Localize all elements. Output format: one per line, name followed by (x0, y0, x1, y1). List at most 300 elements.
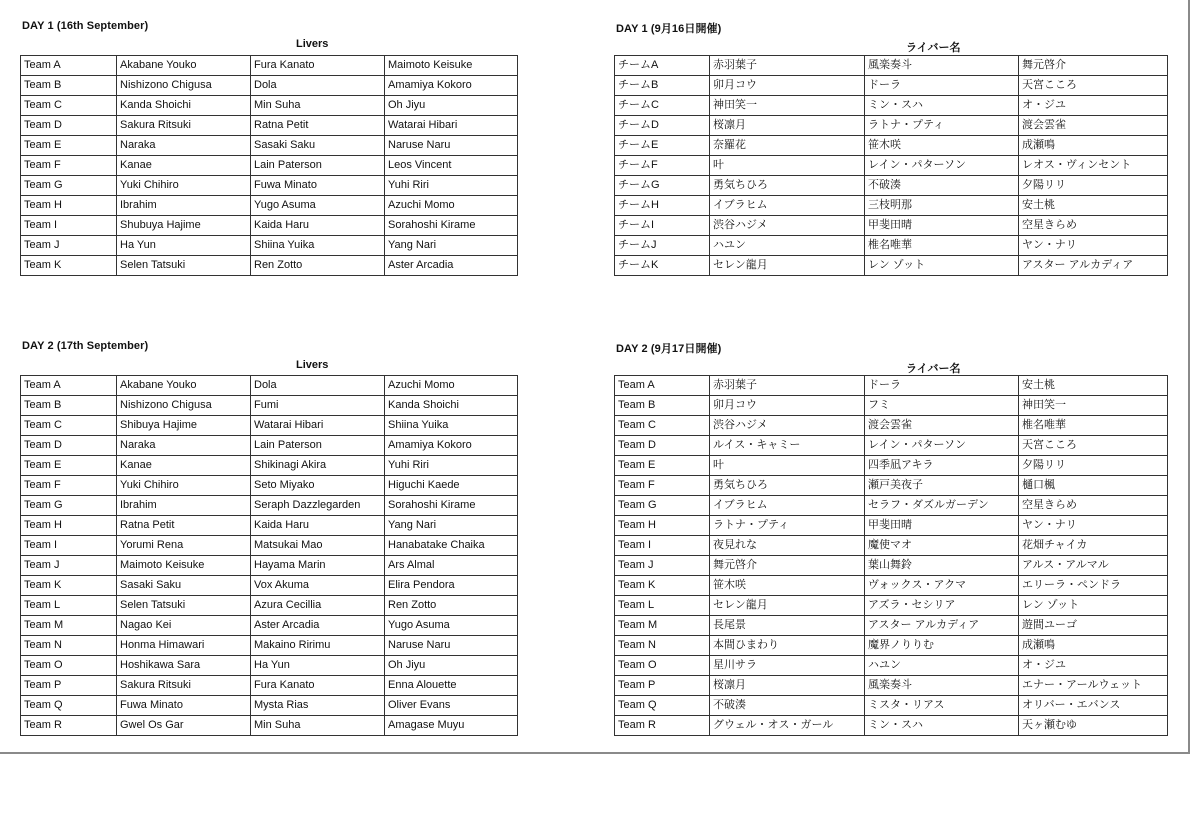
table-row (21, 616, 518, 636)
member-3-cell: ヤン・ナリ (1019, 236, 1168, 256)
member-1-cell: Kanae (117, 456, 251, 476)
member-1-cell: Nishizono Chigusa (117, 76, 251, 96)
member-2-cell: Azura Cecillia (251, 596, 385, 616)
table-row (21, 176, 518, 196)
table-row (21, 456, 518, 476)
team-cell: Team L (21, 596, 117, 616)
member-3-cell: エリーラ・ペンドラ (1019, 576, 1168, 596)
member-2-cell: Makaino Ririmu (251, 636, 385, 656)
team-cell: Team E (21, 456, 117, 476)
table-row (21, 216, 518, 236)
member-2-cell: 魔使マオ (865, 536, 1019, 556)
team-cell: チームA (615, 56, 710, 76)
team-cell: チームG (615, 176, 710, 196)
member-3-cell: 花畑チャイカ (1019, 536, 1168, 556)
table-row (21, 436, 518, 456)
member-2-cell: ドーラ (865, 76, 1019, 96)
member-3-cell: オ・ジユ (1019, 656, 1168, 676)
member-1-cell: 桜凛月 (710, 676, 865, 696)
team-cell: チームK (615, 256, 710, 276)
member-1-cell: 舞元啓介 (710, 556, 865, 576)
member-2-cell: Aster Arcadia (251, 616, 385, 636)
member-2-cell: Sasaki Saku (251, 136, 385, 156)
member-2-cell: 風楽奏斗 (865, 676, 1019, 696)
member-2-cell: Fumi (251, 396, 385, 416)
team-cell: Team Q (615, 696, 710, 716)
team-cell: Team B (21, 76, 117, 96)
member-2-cell: Dola (251, 76, 385, 96)
member-2-cell: レイン・パターソン (865, 436, 1019, 456)
member-2-cell: 瀬戸美夜子 (865, 476, 1019, 496)
member-3-cell: アスター アルカディア (1019, 256, 1168, 276)
member-2-cell: Kaida Haru (251, 216, 385, 236)
member-1-cell: Honma Himawari (117, 636, 251, 656)
member-2-cell: Matsukai Mao (251, 536, 385, 556)
member-1-cell: イブラヒム (710, 496, 865, 516)
member-1-cell: 奈羅花 (710, 136, 865, 156)
member-1-cell: 桜凛月 (710, 116, 865, 136)
member-1-cell: Ibrahim (117, 496, 251, 516)
team-cell: Team P (21, 676, 117, 696)
member-2-cell: レン ゾット (865, 256, 1019, 276)
member-1-cell: Maimoto Keisuke (117, 556, 251, 576)
member-3-cell: 成瀬鳴 (1019, 636, 1168, 656)
table-row (21, 256, 518, 276)
member-3-cell: Yuhi Riri (385, 176, 518, 196)
member-1-cell: Selen Tatsuki (117, 256, 251, 276)
team-cell: Team R (615, 716, 710, 736)
member-3-cell: Amamiya Kokoro (385, 436, 518, 456)
member-3-cell: Naruse Naru (385, 636, 518, 656)
member-1-cell: Fuwa Minato (117, 696, 251, 716)
team-cell: Team D (21, 116, 117, 136)
team-cell: Team E (615, 456, 710, 476)
member-2-cell: 甲斐田晴 (865, 216, 1019, 236)
member-2-cell: ラトナ・プティ (865, 116, 1019, 136)
member-3-cell: 空星きらめ (1019, 496, 1168, 516)
member-3-cell: オリバー・エバンス (1019, 696, 1168, 716)
team-cell: Team I (615, 536, 710, 556)
team-cell: Team G (21, 176, 117, 196)
member-3-cell: 遊間ユーゴ (1019, 616, 1168, 636)
member-2-cell: Ren Zotto (251, 256, 385, 276)
team-cell: Team C (615, 416, 710, 436)
table-row (615, 136, 1168, 156)
table-row (615, 516, 1168, 536)
table-row (615, 96, 1168, 116)
member-2-cell: Ratna Petit (251, 116, 385, 136)
member-2-cell: 魔界ノりりむ (865, 636, 1019, 656)
table-row (615, 596, 1168, 616)
member-2-cell: Lain Paterson (251, 436, 385, 456)
member-1-cell: Yuki Chihiro (117, 476, 251, 496)
member-1-cell: 不破湊 (710, 696, 865, 716)
member-1-cell: 長尾景 (710, 616, 865, 636)
table-row (21, 656, 518, 676)
member-1-cell: Kanae (117, 156, 251, 176)
member-3-cell: Enna Alouette (385, 676, 518, 696)
member-2-cell: ヴォックス・アクマ (865, 576, 1019, 596)
member-1-cell: 笹木咲 (710, 576, 865, 596)
member-1-cell: Shubuya Hajime (117, 216, 251, 236)
member-3-cell: Watarai Hibari (385, 116, 518, 136)
member-2-cell: レイン・パターソン (865, 156, 1019, 176)
member-3-cell: 空星きらめ (1019, 216, 1168, 236)
member-2-cell: 渡会雲雀 (865, 416, 1019, 436)
member-1-cell: Selen Tatsuki (117, 596, 251, 616)
member-3-cell: Ren Zotto (385, 596, 518, 616)
member-3-cell: 天宮こころ (1019, 76, 1168, 96)
member-3-cell: オ・ジユ (1019, 96, 1168, 116)
member-2-cell: 笹木咲 (865, 136, 1019, 156)
day2-japanese-title: DAY 2 (9月17日開催) (616, 343, 722, 355)
table-row (615, 256, 1168, 276)
team-cell: チームD (615, 116, 710, 136)
member-1-cell: イブラヒム (710, 196, 865, 216)
member-3-cell: Yuhi Riri (385, 456, 518, 476)
team-cell: Team K (21, 576, 117, 596)
table-row (21, 516, 518, 536)
team-cell: Team H (21, 516, 117, 536)
team-cell: Team J (615, 556, 710, 576)
member-3-cell: アルス・アルマル (1019, 556, 1168, 576)
table-row (615, 56, 1168, 76)
member-2-cell: ミン・スハ (865, 96, 1019, 116)
table-row (615, 116, 1168, 136)
member-2-cell: Min Suha (251, 716, 385, 736)
day2-japanese-table (614, 375, 1168, 736)
team-cell: Team O (21, 656, 117, 676)
member-1-cell: Ratna Petit (117, 516, 251, 536)
member-1-cell: Gwel Os Gar (117, 716, 251, 736)
member-3-cell: Yugo Asuma (385, 616, 518, 636)
day2-japanese-header: ライバー名 (906, 363, 961, 375)
table-row (615, 536, 1168, 556)
table-row (21, 536, 518, 556)
day1-english-table (20, 55, 518, 276)
member-1-cell: Sasaki Saku (117, 576, 251, 596)
member-1-cell: 勇気ちひろ (710, 176, 865, 196)
team-cell: Team D (615, 436, 710, 456)
team-cell: チームI (615, 216, 710, 236)
member-3-cell: 渡会雲雀 (1019, 116, 1168, 136)
team-cell: チームH (615, 196, 710, 216)
member-1-cell: 叶 (710, 156, 865, 176)
table-row (615, 616, 1168, 636)
member-1-cell: Nishizono Chigusa (117, 396, 251, 416)
member-2-cell: 三枝明那 (865, 196, 1019, 216)
team-cell: Team K (21, 256, 117, 276)
table-row (615, 376, 1168, 396)
table-row (21, 636, 518, 656)
table-row (21, 476, 518, 496)
team-cell: Team J (21, 556, 117, 576)
member-1-cell: 赤羽葉子 (710, 376, 865, 396)
member-3-cell: Hanabatake Chaika (385, 536, 518, 556)
member-1-cell: Naraka (117, 136, 251, 156)
member-3-cell: Kanda Shoichi (385, 396, 518, 416)
member-3-cell: Leos Vincent (385, 156, 518, 176)
member-2-cell: ハユン (865, 656, 1019, 676)
table-row (615, 676, 1168, 696)
member-2-cell: 不破湊 (865, 176, 1019, 196)
member-3-cell: Azuchi Momo (385, 376, 518, 396)
table-row (615, 396, 1168, 416)
table-row (21, 96, 518, 116)
team-cell: Team L (615, 596, 710, 616)
table-row (21, 576, 518, 596)
day2-english-header: Livers (296, 359, 329, 371)
member-2-cell: Fuwa Minato (251, 176, 385, 196)
member-1-cell: Kanda Shoichi (117, 96, 251, 116)
team-cell: Team G (21, 496, 117, 516)
team-cell: Team N (21, 636, 117, 656)
team-cell: Team H (615, 516, 710, 536)
member-1-cell: 本間ひまわり (710, 636, 865, 656)
member-3-cell: レン ゾット (1019, 596, 1168, 616)
member-1-cell: Ha Yun (117, 236, 251, 256)
member-3-cell: Oh Jiyu (385, 96, 518, 116)
member-2-cell: Fura Kanato (251, 676, 385, 696)
table-row (615, 216, 1168, 236)
table-row (615, 496, 1168, 516)
member-3-cell: Sorahoshi Kirame (385, 216, 518, 236)
member-2-cell: Seto Miyako (251, 476, 385, 496)
member-3-cell: Elira Pendora (385, 576, 518, 596)
member-2-cell: アスター アルカディア (865, 616, 1019, 636)
table-row (21, 596, 518, 616)
member-1-cell: Nagao Kei (117, 616, 251, 636)
team-cell: Team R (21, 716, 117, 736)
member-3-cell: Shiina Yuika (385, 416, 518, 436)
team-cell: チームC (615, 96, 710, 116)
table-row (615, 156, 1168, 176)
member-3-cell: Oliver Evans (385, 696, 518, 716)
table-row (21, 136, 518, 156)
table-row (615, 556, 1168, 576)
team-cell: Team I (21, 216, 117, 236)
table-row (21, 416, 518, 436)
table-row (21, 56, 518, 76)
team-cell: Team J (21, 236, 117, 256)
member-1-cell: 渋谷ハジメ (710, 416, 865, 436)
member-3-cell: 天宮こころ (1019, 436, 1168, 456)
member-2-cell: ミン・スハ (865, 716, 1019, 736)
team-cell: Team E (21, 136, 117, 156)
member-2-cell: Fura Kanato (251, 56, 385, 76)
member-2-cell: 甲斐田晴 (865, 516, 1019, 536)
member-3-cell: ヤン・ナリ (1019, 516, 1168, 536)
team-cell: Team N (615, 636, 710, 656)
member-2-cell: 椎名唯華 (865, 236, 1019, 256)
member-3-cell: Sorahoshi Kirame (385, 496, 518, 516)
member-1-cell: 渋谷ハジメ (710, 216, 865, 236)
member-1-cell: 神田笑一 (710, 96, 865, 116)
member-3-cell: Amamiya Kokoro (385, 76, 518, 96)
member-2-cell: Hayama Marin (251, 556, 385, 576)
team-cell: Team G (615, 496, 710, 516)
member-1-cell: ハユン (710, 236, 865, 256)
member-2-cell: Mysta Rias (251, 696, 385, 716)
team-cell: チームJ (615, 236, 710, 256)
member-2-cell: Vox Akuma (251, 576, 385, 596)
team-cell: Team M (21, 616, 117, 636)
table-row (615, 236, 1168, 256)
member-3-cell: エナー・アールウェット (1019, 676, 1168, 696)
member-2-cell: 風楽奏斗 (865, 56, 1019, 76)
member-1-cell: Hoshikawa Sara (117, 656, 251, 676)
table-row (21, 716, 518, 736)
member-1-cell: 卯月コウ (710, 76, 865, 96)
table-row (21, 376, 518, 396)
table-row (21, 556, 518, 576)
member-2-cell: Shiina Yuika (251, 236, 385, 256)
table-row (615, 696, 1168, 716)
day1-japanese-header: ライバー名 (906, 42, 961, 54)
team-cell: チームF (615, 156, 710, 176)
member-1-cell: セレン龍月 (710, 596, 865, 616)
table-row (615, 476, 1168, 496)
member-3-cell: 安土桃 (1019, 196, 1168, 216)
member-3-cell: Yang Nari (385, 236, 518, 256)
member-2-cell: ミスタ・リアス (865, 696, 1019, 716)
member-3-cell: Aster Arcadia (385, 256, 518, 276)
member-2-cell: Min Suha (251, 96, 385, 116)
team-cell: Team F (21, 476, 117, 496)
table-row (615, 196, 1168, 216)
team-cell: Team O (615, 656, 710, 676)
table-row (21, 156, 518, 176)
table-row (615, 456, 1168, 476)
member-3-cell: Azuchi Momo (385, 196, 518, 216)
member-1-cell: Sakura Ritsuki (117, 676, 251, 696)
member-1-cell: Ibrahim (117, 196, 251, 216)
table-row (615, 576, 1168, 596)
team-cell: Team P (615, 676, 710, 696)
member-3-cell: Ars Almal (385, 556, 518, 576)
table-row (615, 716, 1168, 736)
member-2-cell: Kaida Haru (251, 516, 385, 536)
day2-english-table (20, 375, 518, 736)
team-cell: Team I (21, 536, 117, 556)
table-row (21, 196, 518, 216)
member-1-cell: 叶 (710, 456, 865, 476)
team-cell: Team A (21, 56, 117, 76)
member-2-cell: Shikinagi Akira (251, 456, 385, 476)
member-2-cell: 四季凪アキラ (865, 456, 1019, 476)
member-1-cell: 星川サラ (710, 656, 865, 676)
table-row (615, 416, 1168, 436)
member-3-cell: 安土桃 (1019, 376, 1168, 396)
member-2-cell: フミ (865, 396, 1019, 416)
member-3-cell: 椎名唯華 (1019, 416, 1168, 436)
table-row (21, 396, 518, 416)
table-row (615, 656, 1168, 676)
member-1-cell: グウェル・オス・ガール (710, 716, 865, 736)
member-3-cell: 天ヶ瀬むゆ (1019, 716, 1168, 736)
member-2-cell: アズラ・セシリア (865, 596, 1019, 616)
team-cell: Team F (21, 156, 117, 176)
table-row (21, 496, 518, 516)
member-3-cell: Maimoto Keisuke (385, 56, 518, 76)
table-row (21, 76, 518, 96)
team-cell: Team M (615, 616, 710, 636)
member-2-cell: 葉山舞鈴 (865, 556, 1019, 576)
day1-english-title: DAY 1 (16th September) (22, 20, 149, 32)
member-1-cell: ラトナ・プティ (710, 516, 865, 536)
member-1-cell: セレン龍月 (710, 256, 865, 276)
table-row (615, 636, 1168, 656)
member-1-cell: Yuki Chihiro (117, 176, 251, 196)
member-2-cell: Seraph Dazzlegarden (251, 496, 385, 516)
team-cell: Team D (21, 436, 117, 456)
team-cell: Team H (21, 196, 117, 216)
table-row (21, 696, 518, 716)
team-cell: Team F (615, 476, 710, 496)
member-1-cell: 赤羽葉子 (710, 56, 865, 76)
day1-japanese-title: DAY 1 (9月16日開催) (616, 23, 722, 35)
member-1-cell: 勇気ちひろ (710, 476, 865, 496)
day2-english-title: DAY 2 (17th September) (22, 340, 149, 352)
member-3-cell: 成瀬鳴 (1019, 136, 1168, 156)
member-2-cell: Yugo Asuma (251, 196, 385, 216)
team-cell: Team C (21, 96, 117, 116)
table-row (615, 176, 1168, 196)
member-2-cell: Dola (251, 376, 385, 396)
day1-english-header: Livers (296, 38, 329, 50)
team-cell: Team Q (21, 696, 117, 716)
table-row (615, 436, 1168, 456)
member-3-cell: 神田笑一 (1019, 396, 1168, 416)
team-cell: チームE (615, 136, 710, 156)
member-1-cell: 卯月コウ (710, 396, 865, 416)
member-2-cell: Watarai Hibari (251, 416, 385, 436)
member-1-cell: Sakura Ritsuki (117, 116, 251, 136)
member-3-cell: Naruse Naru (385, 136, 518, 156)
member-3-cell: 夕陽リリ (1019, 456, 1168, 476)
member-2-cell: Ha Yun (251, 656, 385, 676)
team-cell: Team A (615, 376, 710, 396)
day1-japanese-table (614, 55, 1168, 276)
member-1-cell: Akabane Youko (117, 56, 251, 76)
team-cell: Team A (21, 376, 117, 396)
member-3-cell: 樋口楓 (1019, 476, 1168, 496)
team-cell: Team K (615, 576, 710, 596)
member-2-cell: ドーラ (865, 376, 1019, 396)
team-cell: チームB (615, 76, 710, 96)
member-1-cell: 夜見れな (710, 536, 865, 556)
member-1-cell: Yorumi Rena (117, 536, 251, 556)
team-cell: Team C (21, 416, 117, 436)
member-3-cell: 舞元啓介 (1019, 56, 1168, 76)
table-row (21, 236, 518, 256)
table-row (21, 676, 518, 696)
member-2-cell: Lain Paterson (251, 156, 385, 176)
team-cell: Team B (615, 396, 710, 416)
table-row (615, 76, 1168, 96)
member-3-cell: Oh Jiyu (385, 656, 518, 676)
member-1-cell: Akabane Youko (117, 376, 251, 396)
member-1-cell: ルイス・キャミー (710, 436, 865, 456)
team-cell: Team B (21, 396, 117, 416)
member-3-cell: 夕陽リリ (1019, 176, 1168, 196)
member-2-cell: セラフ・ダズルガーデン (865, 496, 1019, 516)
member-1-cell: Naraka (117, 436, 251, 456)
member-3-cell: Amagase Muyu (385, 716, 518, 736)
member-3-cell: Higuchi Kaede (385, 476, 518, 496)
member-3-cell: レオス・ヴィンセント (1019, 156, 1168, 176)
member-3-cell: Yang Nari (385, 516, 518, 536)
